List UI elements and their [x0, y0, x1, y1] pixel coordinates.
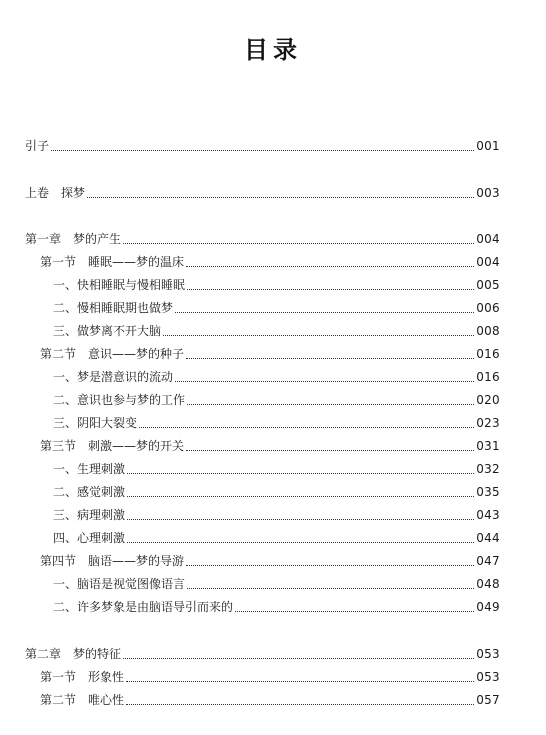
dot-leader	[186, 358, 474, 359]
toc-entry-label: 一、生理刺激	[53, 462, 126, 476]
toc-page-number: 016	[476, 370, 500, 384]
toc-entry-label: 四、心理刺激	[53, 531, 126, 545]
toc-entry-section[interactable]	[0, 551, 546, 571]
dot-leader	[127, 542, 474, 543]
dot-leader	[175, 381, 474, 382]
toc-entry-label: 上卷 探梦	[25, 186, 86, 200]
dot-leader	[123, 243, 474, 244]
dot-leader	[126, 704, 474, 705]
toc-entry-subsection[interactable]	[0, 597, 546, 617]
toc-page-number: 001	[476, 139, 500, 153]
toc-entry-label: 第四节 脑语——梦的导游	[40, 554, 185, 568]
toc-page-number: 023	[476, 416, 500, 430]
toc-entry-subsection[interactable]	[0, 367, 546, 387]
toc-entry-label: 第一章 梦的产生	[25, 232, 122, 246]
toc-page-number: 004	[476, 232, 500, 246]
dot-leader	[186, 450, 474, 451]
dot-leader	[235, 611, 474, 612]
toc-page-number: 049	[476, 600, 500, 614]
toc-entry-preface[interactable]	[0, 136, 546, 156]
dot-leader	[187, 289, 474, 290]
dot-leader	[186, 266, 474, 267]
dot-leader	[51, 150, 474, 151]
toc-entry-subsection[interactable]	[0, 298, 546, 318]
toc-entry-label: 第二节 意识——梦的种子	[40, 347, 185, 361]
toc-page-number: 047	[476, 554, 500, 568]
toc-page-number: 032	[476, 462, 500, 476]
toc-entry-subsection[interactable]	[0, 275, 546, 295]
toc-page-number: 031	[476, 439, 500, 453]
toc-entry-label: 三、做梦离不开大脑	[53, 324, 162, 338]
toc-entry-subsection[interactable]	[0, 459, 546, 479]
toc-page-number: 053	[476, 647, 500, 661]
dot-leader	[126, 681, 474, 682]
toc-entry-label: 第二章 梦的特征	[25, 647, 122, 661]
toc-entry-section[interactable]	[0, 667, 546, 687]
toc-entry-label: 第一节 睡眠——梦的温床	[40, 255, 185, 269]
toc-entry-subsection[interactable]	[0, 528, 546, 548]
toc-entry-label: 引子	[25, 139, 50, 153]
toc-page-number: 003	[476, 186, 500, 200]
dot-leader	[127, 496, 474, 497]
toc-entry-label: 二、意识也参与梦的工作	[53, 393, 186, 407]
toc-entry-subsection[interactable]	[0, 390, 546, 410]
dot-leader	[123, 658, 474, 659]
toc-page-number: 044	[476, 531, 500, 545]
toc-entry-label: 二、感觉刺激	[53, 485, 126, 499]
toc-page-number: 053	[476, 670, 500, 684]
toc-page-number: 057	[476, 693, 500, 707]
toc-entry-volume[interactable]	[0, 183, 546, 203]
toc-entry-label: 一、梦是潜意识的流动	[53, 370, 174, 384]
toc-entry-label: 第二节 唯心性	[40, 693, 125, 707]
toc-page-number: 005	[476, 278, 500, 292]
toc-entry-label: 二、许多梦象是由脑语导引而来的	[53, 600, 234, 614]
toc-page-number: 004	[476, 255, 500, 269]
toc-entry-label: 第一节 形象性	[40, 670, 125, 684]
toc-entry-label: 三、阴阳大裂变	[53, 416, 138, 430]
dot-leader	[87, 197, 474, 198]
toc-entry-section[interactable]	[0, 436, 546, 456]
toc-entry-label: 一、快相睡眠与慢相睡眠	[53, 278, 186, 292]
dot-leader	[186, 565, 474, 566]
toc-entry-label: 第三节 刺激——梦的开关	[40, 439, 185, 453]
dot-leader	[187, 588, 474, 589]
toc-page-number: 048	[476, 577, 500, 591]
toc-entry-subsection[interactable]	[0, 505, 546, 525]
dot-leader	[163, 335, 474, 336]
dot-leader	[139, 427, 474, 428]
toc-page-number: 006	[476, 301, 500, 315]
toc-page-number: 008	[476, 324, 500, 338]
toc-entry-section[interactable]	[0, 690, 546, 710]
toc-page-number: 020	[476, 393, 500, 407]
dot-leader	[175, 312, 474, 313]
toc-entry-section[interactable]	[0, 344, 546, 364]
toc-entry-label: 二、慢相睡眠期也做梦	[53, 301, 174, 315]
toc-entry-chapter[interactable]	[0, 229, 546, 249]
toc-entry-subsection[interactable]	[0, 321, 546, 341]
toc-page-number: 016	[476, 347, 500, 361]
toc-entry-label: 一、脑语是视觉图像语言	[53, 577, 186, 591]
toc-page-number: 035	[476, 485, 500, 499]
toc-entry-subsection[interactable]	[0, 574, 546, 594]
toc-entry-section[interactable]	[0, 252, 546, 272]
toc-entry-subsection[interactable]	[0, 413, 546, 433]
dot-leader	[187, 404, 474, 405]
toc-entry-subsection[interactable]	[0, 482, 546, 502]
dot-leader	[127, 519, 474, 520]
toc-entry-label: 三、病理刺激	[53, 508, 126, 522]
dot-leader	[127, 473, 474, 474]
page-title: 目录	[244, 35, 302, 64]
toc-entry-chapter[interactable]	[0, 644, 546, 664]
toc-page-number: 043	[476, 508, 500, 522]
